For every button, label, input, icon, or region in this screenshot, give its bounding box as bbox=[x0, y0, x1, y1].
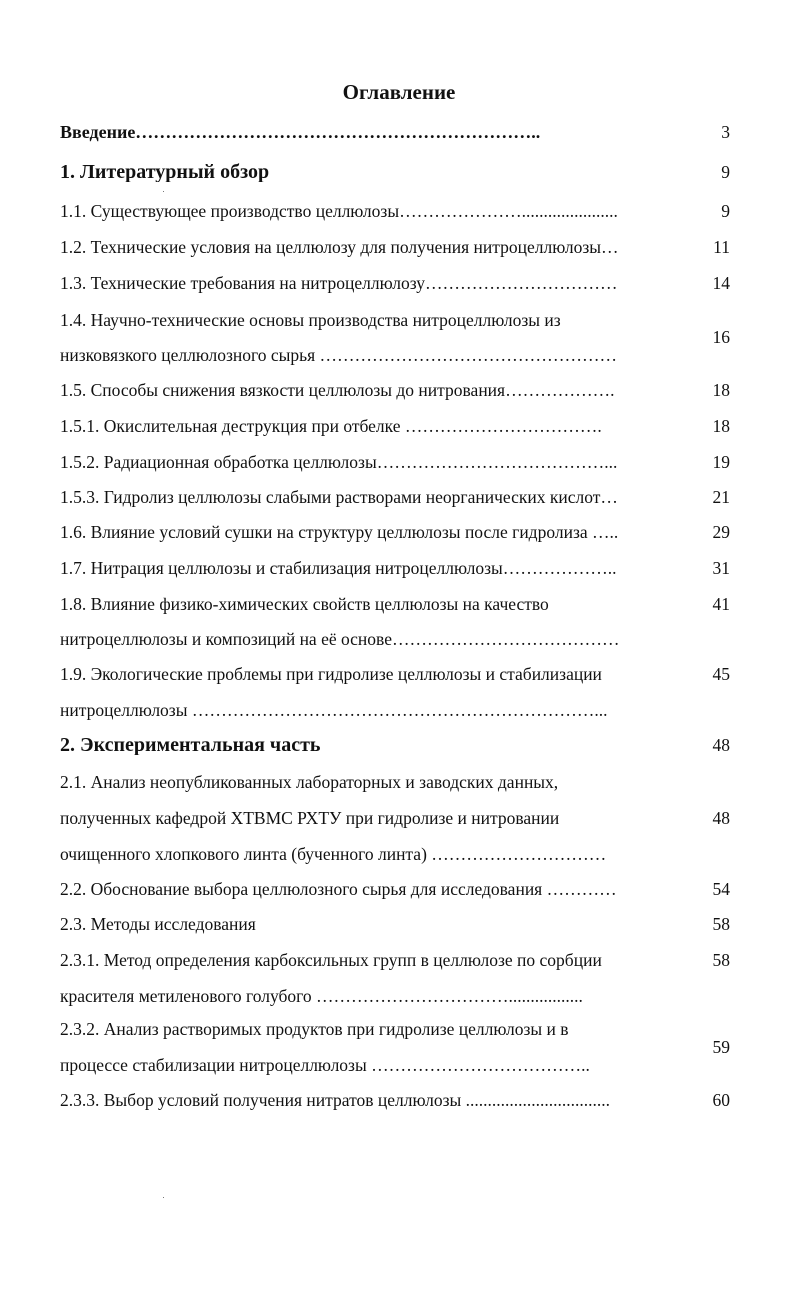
toc-page-number: 3 bbox=[721, 122, 730, 142]
toc-entry-text: 1.7. Нитрация целлюлозы и стабилизация нитроцеллюлозы……………….. bbox=[60, 558, 617, 578]
toc-entry-1-5-2 bbox=[60, 452, 730, 474]
toc-entry-text: 1.5.1. Окислительная деструкция при отбелке ……………………………. bbox=[60, 416, 602, 436]
toc-page-number: 16 bbox=[712, 327, 730, 347]
toc-entry-text: 1.1. Существующее производство целлюлозы…………………...................... bbox=[60, 201, 618, 221]
toc-entry-text: 2.3.3. Выбор условий получения нитратов целлюлозы ................................. bbox=[60, 1090, 611, 1110]
toc-page-number: 18 bbox=[712, 416, 730, 436]
toc-entry-text-line-2: нитроцеллюлозы и композиций на её основе………………………………… bbox=[60, 629, 620, 649]
toc-entry-1-5-3 bbox=[60, 487, 730, 509]
toc-entry-2-2 bbox=[60, 879, 730, 901]
toc-entry-text-line-2: красителя метиленового голубого ……………………………................. bbox=[60, 986, 583, 1006]
toc-entry-text: 1.3. Технические требования на нитроцеллюлозу…………………………… bbox=[60, 273, 618, 293]
toc-entry-2-3-2 bbox=[60, 1019, 730, 1079]
toc-entry-text-line-1: 2.3.2. Анализ растворимых продуктов при гидролизе целлюлозы и в bbox=[60, 1019, 569, 1039]
toc-entry-text: 1.5. Способы снижения вязкости целлюлозы до нитрования………………. bbox=[60, 380, 615, 400]
toc-page-number: 54 bbox=[712, 879, 730, 899]
toc-page-number: 41 bbox=[712, 594, 730, 614]
toc-entry-text-line-1: 1.4. Научно-технические основы производства нитроцеллюлозы из bbox=[60, 310, 561, 330]
toc-entry-1-2 bbox=[60, 237, 730, 259]
toc-entry-text-line-2: полученных кафедрой ХТВМС РХТУ при гидролизе и нитровании bbox=[60, 808, 560, 828]
toc-page-number: 60 bbox=[712, 1090, 730, 1110]
toc-entry-text-line-2: низковязкого целлюлозного сырья …………………………………………… bbox=[60, 345, 618, 365]
toc-page-number: 48 bbox=[712, 735, 730, 755]
toc-page-number: 21 bbox=[712, 487, 730, 507]
toc-entry-2-3-3 bbox=[60, 1090, 730, 1112]
toc-entry-1-4 bbox=[60, 310, 730, 370]
toc-entry-text: Введение………………………………………………………….. bbox=[60, 122, 541, 142]
toc-entry-text-line-1: 1.9. Экологические проблемы при гидролизе целлюлозы и стабилизации bbox=[60, 664, 602, 684]
toc-entry-1-9 bbox=[60, 664, 730, 724]
toc-entry-1-5-1 bbox=[60, 416, 730, 438]
toc-entry-2-3 bbox=[60, 914, 730, 936]
toc-entry-text: 2. Экспериментальная часть bbox=[60, 735, 321, 755]
toc-page-number: 29 bbox=[712, 522, 730, 542]
toc-page-number: 45 bbox=[712, 664, 730, 684]
toc-entry-1-6 bbox=[60, 522, 730, 544]
toc-entry-2-1 bbox=[60, 772, 730, 868]
toc-page-number: 59 bbox=[712, 1037, 730, 1057]
toc-entry-1-7 bbox=[60, 558, 730, 580]
toc-page-number: 58 bbox=[712, 914, 730, 934]
toc-entry-1-8 bbox=[60, 594, 730, 654]
toc-entry-text-line-1: 2.1. Анализ неопубликованных лабораторных и заводских данных, bbox=[60, 772, 559, 792]
toc-page-number: 48 bbox=[712, 808, 730, 828]
toc-entry-text-line-3: очищенного хлопкового линта (бученного линта) ………………………… bbox=[60, 844, 607, 864]
toc-entry-text: 1.5.2. Радиационная обработка целлюлозы…………………………………... bbox=[60, 452, 618, 472]
toc-entry-text: 2.2. Обоснование выбора целлюлозного сырья для исследования ………… bbox=[60, 879, 617, 899]
scan-speck bbox=[163, 191, 164, 192]
toc-entry-2-3-1 bbox=[60, 950, 730, 1010]
toc-entry-text-line-2: нитроцеллюлозы ……………………………………………………………... bbox=[60, 700, 608, 720]
toc-page-number: 31 bbox=[712, 558, 730, 578]
toc-entry-1-5 bbox=[60, 380, 730, 402]
toc-entry-chapter-2 bbox=[60, 735, 730, 761]
scan-speck bbox=[163, 1197, 164, 1198]
toc-entry-text-line-1: 1.8. Влияние физико-химических свойств целлюлозы на качество bbox=[60, 594, 549, 614]
toc-page-number: 19 bbox=[712, 452, 730, 472]
toc-entry-introduction bbox=[60, 122, 730, 146]
toc-entry-text: 1.2. Технические условия на целлюлозу для получения нитроцеллюлозы… bbox=[60, 237, 619, 257]
toc-entry-text-line-2: процессе стабилизации нитроцеллюлозы ……………………………….. bbox=[60, 1055, 590, 1075]
toc-page-number: 9 bbox=[721, 162, 730, 182]
toc-page-number: 14 bbox=[712, 273, 730, 293]
toc-entry-text: 1.5.3. Гидролиз целлюлозы слабыми растворами неорганических кислот… bbox=[60, 487, 618, 507]
toc-entry-text: 1. Литературный обзор bbox=[60, 162, 270, 182]
toc-entry-chapter-1 bbox=[60, 162, 730, 188]
page-title: Оглавление bbox=[342, 80, 456, 104]
toc-page-number: 11 bbox=[713, 237, 730, 257]
toc-entry-text-line-1: 2.3.1. Метод определения карбоксильных групп в целлюлозе по сорбции bbox=[60, 950, 602, 970]
toc-entry-1-1 bbox=[60, 201, 730, 223]
toc-entry-text: 1.6. Влияние условий сушки на структуру целлюлозы после гидролиза ….. bbox=[60, 522, 619, 542]
toc-page-number: 58 bbox=[712, 950, 730, 970]
toc-page-number: 9 bbox=[721, 201, 730, 221]
toc-page-number: 18 bbox=[712, 380, 730, 400]
toc-entry-text: 2.3. Методы исследования bbox=[60, 914, 256, 934]
toc-entry-1-3 bbox=[60, 273, 730, 295]
